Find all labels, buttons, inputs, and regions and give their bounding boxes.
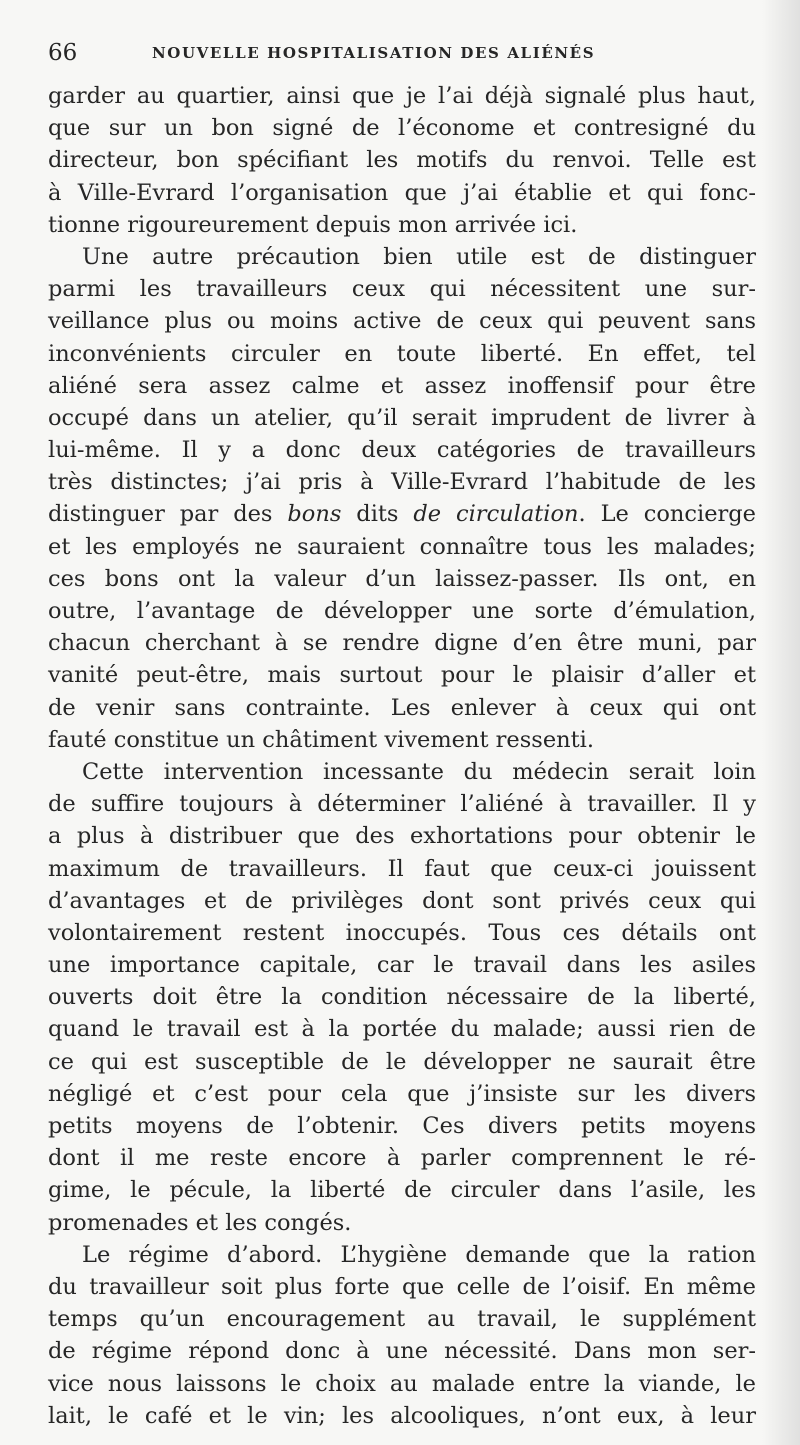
text-line: petits moyens de l’obtenir. Ces divers petits moyens [48,1113,756,1139]
italic-term-bons: bons [287,501,342,528]
paragraph-start-line: Une autre précaution bien utile est de distinguer [82,243,756,270]
text-line: négligé et c’est pour cela que j’insiste sur les divers [48,1080,756,1107]
text-line: à Ville-Evrard l’organisation que j’ai établie et qui fonc- [48,179,756,206]
text-line: quand le travail est à la portée du malade; aussi rien de [48,1016,756,1043]
text-line: ces bons ont la valeur d’un laissez-passer. Ils ont, en [48,565,756,592]
paragraph-start-line: Cette intervention incessante du médecin serait loin [82,758,756,785]
text-line: d’avantages et de privilèges dont sont privés ceux qui [48,887,756,914]
text-line: volontairement restent inoccupés. Tous ces détails ont [48,919,756,946]
text-line: outre, l’avantage de développer une sorte d’émulation, [48,598,756,624]
text-line: parmi les travailleurs ceux qui nécessitent une sur- [48,276,756,303]
text-line: promenades et les congés. [48,1209,352,1236]
text-line: de venir sans contrainte. Les enlever à ceux qui ont [48,694,756,721]
text-line: fauté constitue un châtiment vivement ressenti. [48,726,595,753]
running-title: NOUVELLE HOSPITALISATION DES ALIÉNÉS [152,44,596,62]
paragraph-start-line: Le régime d’abord. L’hygiène demande que la ration [82,1241,756,1268]
text-line: aliéné sera assez calme et assez inoffensif pour être [48,372,756,399]
page-number: 66 [48,40,78,66]
text-segment: . Le concierge [578,501,756,528]
text-line: lui-même. Il y a donc deux catégories de travailleurs [48,437,756,464]
text-line: vanité peut-être, mais surtout pour le plaisir d’aller et [48,662,756,689]
text-line: ce qui est susceptible de le développer ne saurait être [48,1048,756,1075]
body-text [48,80,756,1432]
text-line: maximum de travailleurs. Il faut que ceux-ci jouissent [48,855,756,882]
text-line: du travailleur soit plus forte que celle de l’oisif. En même [48,1273,756,1300]
text-line: de suffire toujours à déterminer l’aliéné à travailler. Il y [48,791,756,818]
text-line: directeur, bon spécifiant les motifs du renvoi. Telle est [48,147,756,174]
text-line: dont il me reste encore à parler comprennent le ré- [48,1145,756,1172]
text-line: et les employés ne sauraient connaître tous les malades; [48,533,756,560]
text-line: inconvénients circuler en toute liberté. En effet, tel [48,340,756,367]
text-line: que sur un bon signé de l’économe et contresigné du [48,115,756,142]
text-line: vice nous laissons le choix au malade entre la viande, le [48,1370,756,1397]
text-line: veillance plus ou moins active de ceux qui peuvent sans [48,308,756,335]
text-line: chacun cherchant à se rendre digne d’en être muni, par [48,630,756,657]
text-segment: distinguer par des [48,501,288,528]
text-line: garder au quartier, ainsi que je l’ai déjà signalé plus haut, [48,83,756,109]
text-line: lait, le café et le vin; les alcooliques, n’ont eux, à leur [48,1402,756,1429]
text-line-with-italics [48,498,756,530]
italic-term-de-circulation: de circulation [413,501,579,528]
text-segment: dits [341,501,414,528]
text-line: temps qu’un encouragement au travail, le supplément [48,1306,756,1333]
text-line: ouverts doit être la condition nécessaire de la liberté, [48,984,756,1011]
text-line: occupé dans un atelier, qu’il serait imprudent de livrer à [48,404,756,431]
running-head [48,40,748,70]
text-line: très distinctes; j’ai pris à Ville-Evrard l’habitude de les [48,469,756,496]
text-line: gime, le pécule, la liberté de circuler dans l’asile, les [48,1177,756,1204]
text-line: a plus à distribuer que des exhortations pour obtenir le [48,823,756,850]
text-line: tionne rigoureurement depuis mon arrivée ici. [48,211,578,238]
text-line: une importance capitale, car le travail dans les asiles [48,952,756,979]
text-line: de régime répond donc à une nécessité. Dans mon ser- [48,1338,756,1365]
